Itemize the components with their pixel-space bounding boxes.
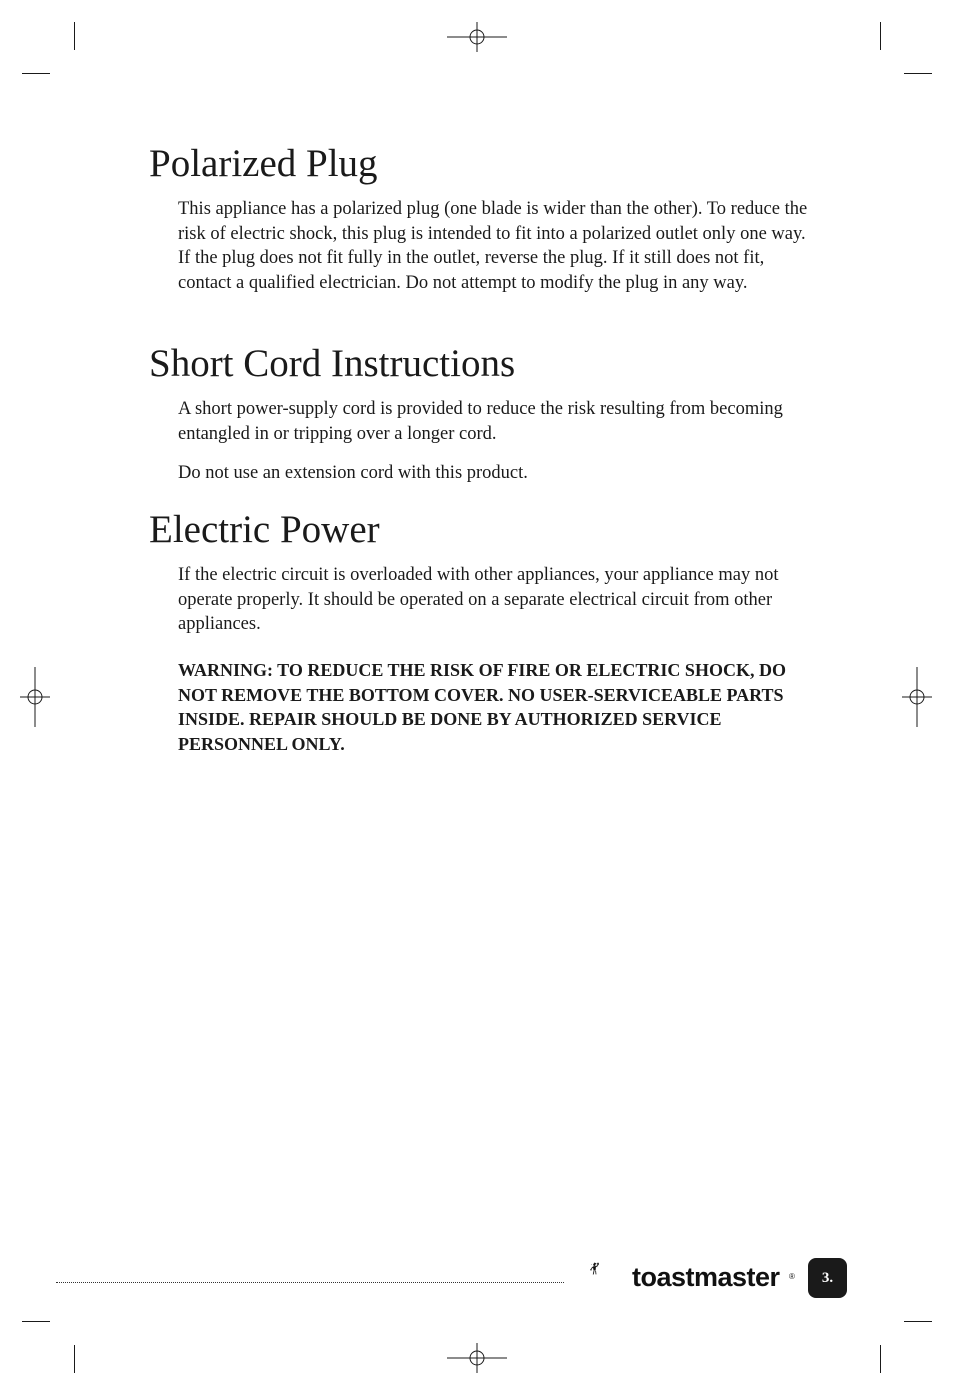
- paragraph-electric-power: If the electric circuit is overloaded with other appliances, your appliance may not operate properly. It should be operated on a separate electrical circuit from other appliances.: [178, 565, 779, 634]
- paragraph-extension-cord: Do not use an extension cord with this product.: [178, 463, 528, 483]
- crop-mark: [74, 1345, 75, 1373]
- crop-mark: [22, 1321, 50, 1322]
- footer-dotted-rule: [56, 1282, 564, 1283]
- toastmaster-chef-logo-icon: [590, 1236, 632, 1302]
- crop-mark: [22, 73, 50, 74]
- registration-mark-icon: [447, 22, 507, 52]
- registration-mark-icon: [902, 667, 932, 727]
- section-heading-polarized-plug: Polarized Plug: [149, 142, 378, 185]
- paragraph-polarized-plug: This appliance has a polarized plug (one blade is wider than the other). To reduce the risk of electric shock, this plug is intended to fit into a polarized outlet only one way. If the plug does not fit fully in the outlet, reverse the plug. If it still does not fit, contact a qualified electrician. Do not attempt to modify the plug in any way.: [178, 199, 808, 293]
- page-number-badge: [808, 1258, 847, 1298]
- section-heading-short-cord: Short Cord Instructions: [149, 342, 516, 385]
- crop-mark: [880, 22, 881, 50]
- registered-mark: ®: [789, 1272, 795, 1281]
- crop-mark: [904, 1321, 932, 1322]
- crop-mark: [904, 73, 932, 74]
- paragraph-short-cord: A short power-supply cord is provided to reduce the risk resulting from becoming entangled in or tripping over a longer cord.: [178, 399, 783, 444]
- section-heading-electric-power: Electric Power: [149, 508, 380, 551]
- registration-mark-icon: [20, 667, 50, 727]
- crop-mark: [74, 22, 75, 50]
- crop-mark: [880, 1345, 881, 1373]
- warning-text: WARNING: TO REDUCE THE RISK OF FIRE OR ELECTRIC SHOCK, DO NOT REMOVE THE BOTTOM COVER. NO USER-SERVICEABLE PARTS INSIDE. REPAIR SHOULD BE DONE BY AUTHORIZED SERVICE PERSONNEL ONLY.: [178, 660, 786, 754]
- brand-name: toastmaster: [632, 1262, 780, 1292]
- registration-mark-icon: [447, 1343, 507, 1373]
- page-number: 3.: [821, 1269, 834, 1286]
